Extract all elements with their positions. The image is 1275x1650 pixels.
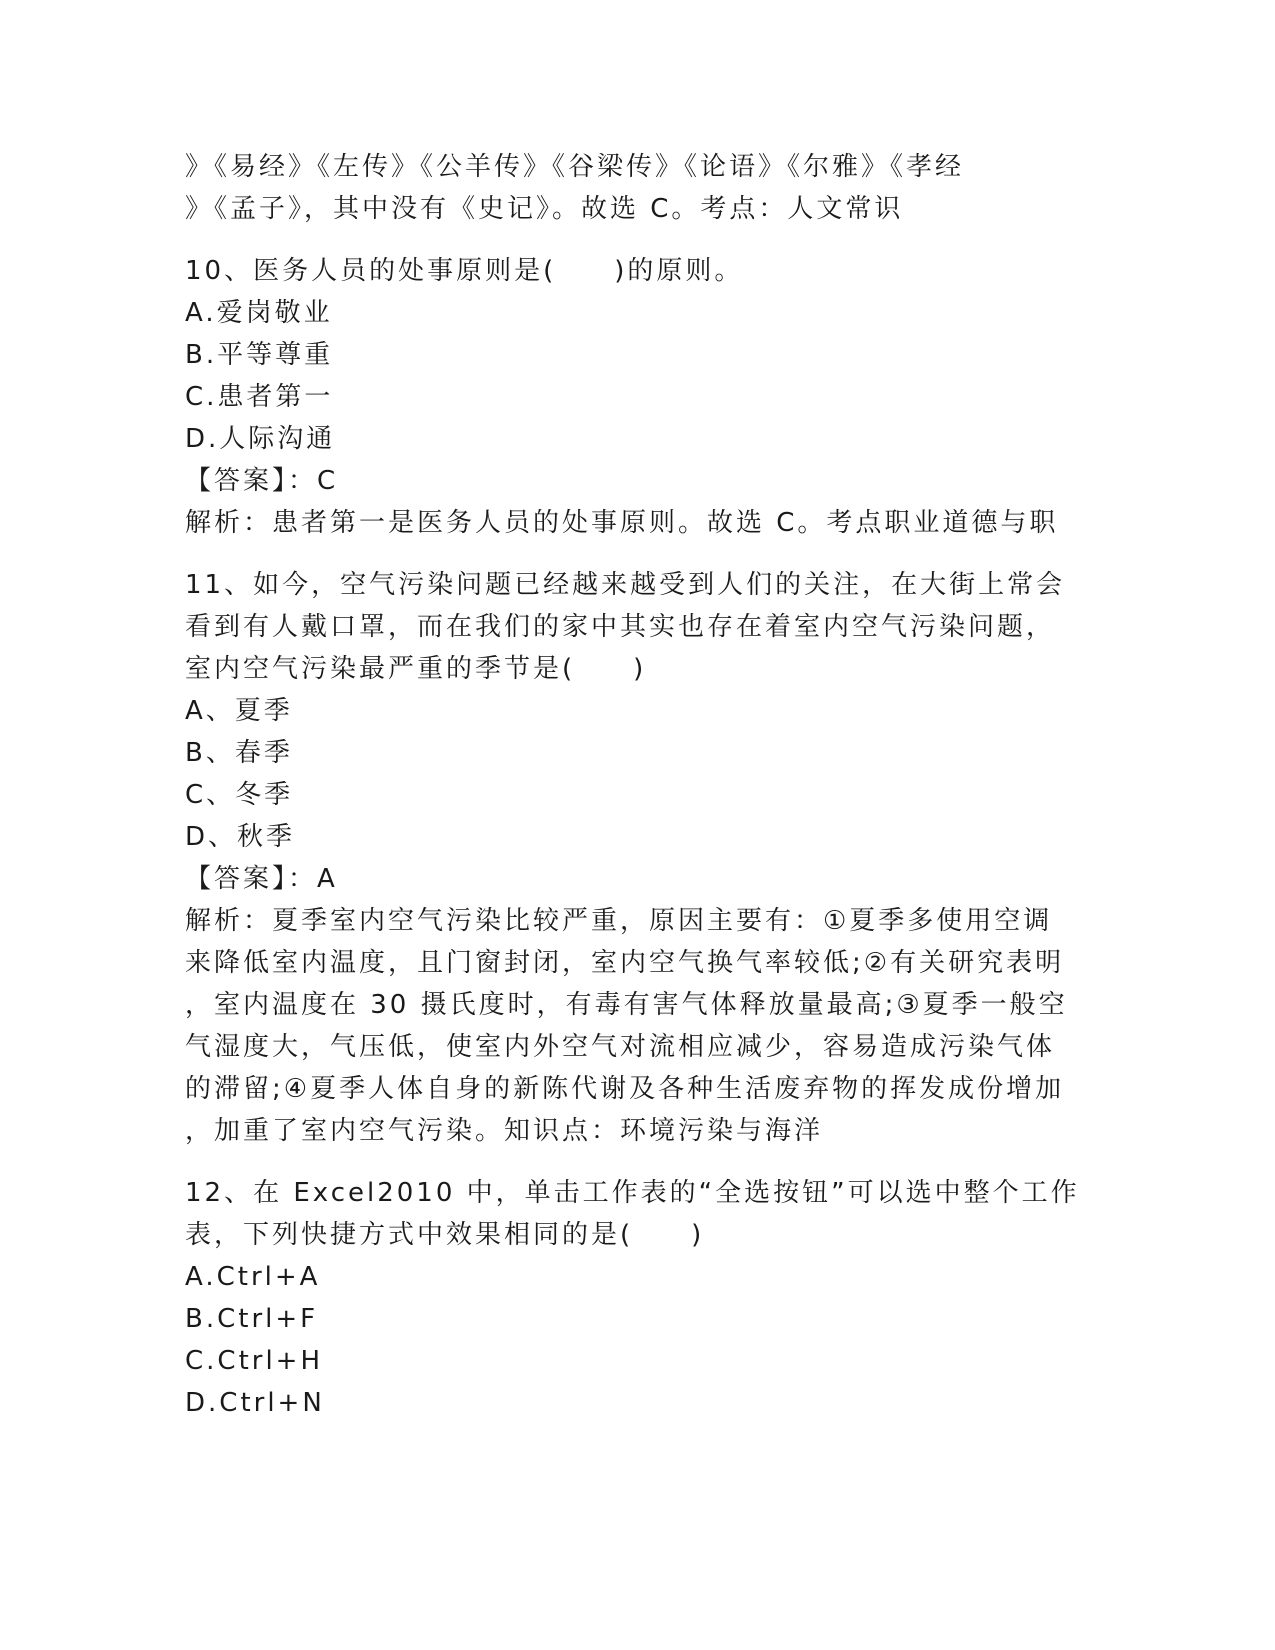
option-d: D.人际沟通 [185,424,336,454]
analysis: 解析：患者第一是医务人员的处事原则。故选 C。考点职业道德与职 [185,508,1059,538]
text-line: 》《易经》《左传》《公羊传》《谷梁传》《论语》《尔雅》《孝经 [185,152,965,182]
option-c: C.Ctrl+H [185,1346,324,1376]
question-10 [185,250,1085,544]
question-stem: 室内空气污染最严重的季节是( ) [185,654,647,684]
question-stem: 11、如今，空气污染问题已经越来越受到人们的关注，在大街上常会 [185,570,1066,600]
answer: 【答案】：C [185,466,339,496]
option-c: C、冬季 [185,780,294,810]
question-11 [185,564,1085,1152]
analysis: 来降低室内温度，且门窗封闭，室内空气换气率较低;②有关研究表明 [185,948,1065,978]
question-stem: 看到有人戴口罩，而在我们的家中其实也存在着室内空气污染问题， [185,612,1056,642]
analysis: 气湿度大，气压低，使室内外空气对流相应减少，容易造成污染气体 [185,1032,1056,1062]
question-stem: 10、医务人员的处事原则是( )的原则。 [185,256,744,286]
analysis: 的滞留;④夏季人体自身的新陈代谢及各种生活废弃物的挥发成份增加 [185,1074,1065,1104]
option-b: B.Ctrl+F [185,1304,319,1334]
analysis: ，加重了室内空气污染。知识点：环境污染与海洋 [185,1116,824,1146]
question-12 [185,1172,1085,1424]
option-c: C.患者第一 [185,382,334,412]
option-b: B、春季 [185,738,293,768]
option-a: A、夏季 [185,696,293,726]
option-b: B.平等尊重 [185,340,334,370]
option-a: A.爱岗敬业 [185,298,333,328]
analysis: ，室内温度在 30 摄氏度时，有毒有害气体释放量最高;③夏季一般空 [185,990,1068,1020]
option-a: A.Ctrl+A [185,1262,321,1292]
option-d: D.Ctrl+N [185,1388,325,1418]
question-stem: 表，下列快捷方式中效果相同的是( ) [185,1220,705,1250]
question-stem: 12、在 Excel2010 中，单击工作表的“全选按钮”可以选中整个工作 [185,1178,1080,1208]
previous-explanation [185,146,1085,230]
document-page [185,146,1085,1424]
analysis: 解析：夏季室内空气污染比较严重，原因主要有：①夏季多使用空调 [185,906,1053,936]
text-line: 》《孟子》，其中没有《史记》。故选 C。考点：人文常识 [185,194,904,224]
option-d: D、秋季 [185,822,296,852]
answer: 【答案】：A [185,864,338,894]
